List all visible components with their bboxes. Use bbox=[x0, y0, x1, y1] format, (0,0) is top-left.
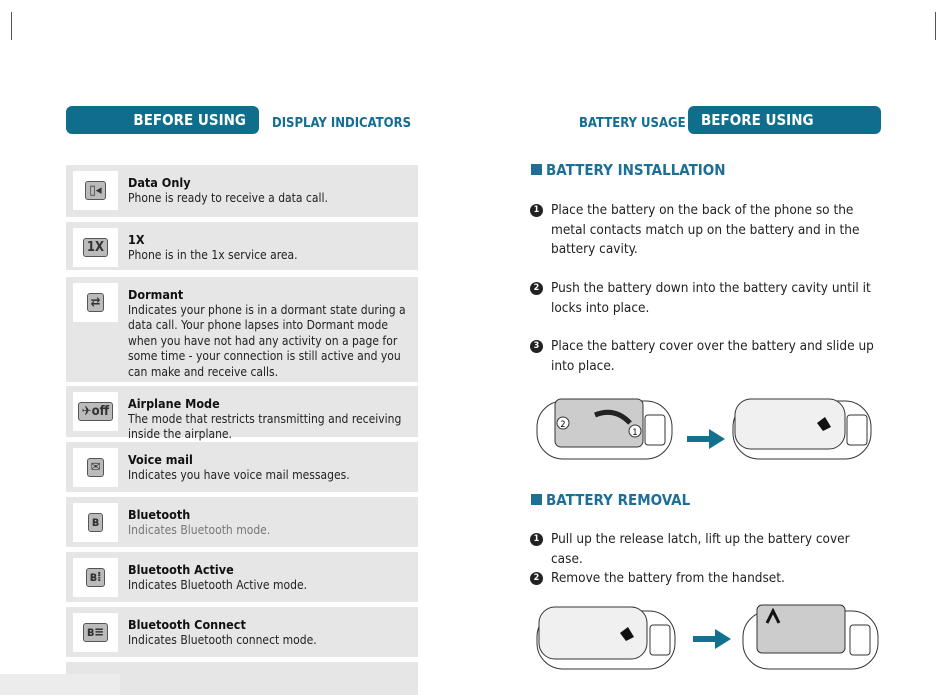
icon-box bbox=[73, 283, 118, 322]
indicator-desc: Indicates Bluetooth mode. bbox=[128, 522, 271, 537]
icon-box bbox=[73, 392, 118, 431]
indicator-title: Bluetooth Active bbox=[128, 562, 234, 577]
heading-text: BATTERY INSTALLATION bbox=[546, 161, 726, 179]
indicator-row bbox=[66, 442, 418, 492]
indicator-text bbox=[128, 232, 418, 263]
callout-2: 2 bbox=[560, 420, 566, 430]
data-only-icon: ▯◂ bbox=[85, 181, 105, 200]
indicator-desc: The mode that restricts transmitting and receiving inside the airplane. bbox=[128, 411, 402, 441]
indicator-text bbox=[128, 617, 418, 648]
step-text: Push the battery down into the battery cavity until it locks into place. bbox=[551, 280, 871, 316]
indicator-desc: Indicates your phone is in a dormant state during a data call. Your phone lapses into Dormant mode when you have not had any activity on a page for some time - your connection is still active and you can make and receive calls. bbox=[128, 302, 406, 379]
arrow-icon bbox=[693, 629, 731, 649]
indicator-text bbox=[128, 396, 418, 443]
indicator-text bbox=[128, 452, 418, 483]
install-step-3 bbox=[530, 337, 875, 376]
step-text: Place the battery on the back of the phone so the metal contacts match up on the battery and in the battery cavity. bbox=[551, 202, 860, 257]
step-text: Place the battery cover over the battery and slide up into place. bbox=[551, 338, 874, 374]
indicator-row bbox=[66, 277, 418, 382]
remove-step-2 bbox=[530, 569, 875, 589]
indicator-row bbox=[66, 497, 418, 547]
indicator-row bbox=[66, 222, 418, 270]
remove-step-1 bbox=[530, 530, 875, 569]
indicator-desc: Phone is ready to receive a data call. bbox=[128, 190, 328, 205]
battery-removal-heading bbox=[531, 491, 690, 509]
step-number: 2 bbox=[530, 282, 543, 295]
icon-box bbox=[73, 448, 118, 487]
step-number: 3 bbox=[530, 340, 543, 353]
dormant-icon: ⇄ bbox=[87, 293, 105, 312]
voice-mail-icon: ✉ bbox=[87, 458, 105, 477]
1x-icon: 1X bbox=[83, 238, 108, 257]
indicator-text bbox=[128, 562, 418, 593]
heading-text: BATTERY REMOVAL bbox=[546, 491, 691, 509]
indicator-title: Data Only bbox=[128, 175, 191, 190]
indicator-title: Airplane Mode bbox=[128, 396, 220, 411]
indicator-title: Bluetooth bbox=[128, 507, 191, 522]
indicator-desc: Phone is in the 1x service area. bbox=[128, 247, 298, 262]
install-step-1 bbox=[530, 201, 875, 260]
icon-box bbox=[73, 228, 118, 267]
indicator-row bbox=[66, 165, 418, 217]
icon-box bbox=[73, 613, 118, 652]
indicator-title: Voice mail bbox=[128, 452, 193, 467]
step-number: 1 bbox=[530, 204, 543, 217]
indicator-text bbox=[128, 175, 418, 206]
indicator-text bbox=[128, 507, 418, 538]
scroll-strip bbox=[0, 674, 120, 695]
step-text: Remove the battery from the handset. bbox=[551, 570, 785, 586]
airplane-mode-icon: ✈off bbox=[78, 402, 113, 421]
bluetooth-active-icon: ʙ⁞ bbox=[86, 568, 106, 587]
before-using-tab: BEFORE USING bbox=[66, 106, 259, 134]
battery-usage-title: BATTERY USAGE bbox=[579, 116, 686, 131]
indicator-text bbox=[128, 287, 418, 380]
indicator-title: 1X bbox=[128, 232, 145, 247]
icon-box bbox=[73, 503, 118, 542]
indicator-row bbox=[66, 607, 418, 657]
install-step-2 bbox=[530, 279, 875, 318]
indicator-row bbox=[66, 386, 418, 441]
battery-removal-illustration bbox=[535, 603, 880, 695]
step-number: 1 bbox=[530, 533, 543, 546]
bluetooth-connect-icon: ʙ≡ bbox=[83, 623, 108, 642]
callout-1: 1 bbox=[632, 428, 638, 438]
indicator-title: Dormant bbox=[128, 287, 184, 302]
before-using-tab-right: BEFORE USING bbox=[688, 106, 881, 134]
icon-box bbox=[73, 171, 118, 210]
bluetooth-icon: ʙ bbox=[88, 513, 103, 532]
display-indicators-title: DISPLAY INDICATORS bbox=[272, 116, 412, 131]
step-number: 2 bbox=[530, 572, 543, 585]
battery-installation-heading bbox=[531, 161, 726, 179]
indicator-desc: Indicates Bluetooth Active mode. bbox=[128, 577, 308, 592]
icon-box bbox=[73, 558, 118, 597]
crop-mark bbox=[11, 12, 12, 40]
crop-mark bbox=[935, 12, 936, 40]
indicator-title: Bluetooth Connect bbox=[128, 617, 246, 632]
battery-installation-illustration bbox=[535, 393, 875, 468]
arrow-icon bbox=[687, 429, 725, 449]
step-text: Pull up the release latch, lift up the battery cover case. bbox=[551, 531, 850, 567]
indicator-row bbox=[66, 552, 418, 602]
indicator-desc: Indicates you have voice mail messages. bbox=[128, 467, 350, 482]
indicator-desc: Indicates Bluetooth connect mode. bbox=[128, 632, 317, 647]
